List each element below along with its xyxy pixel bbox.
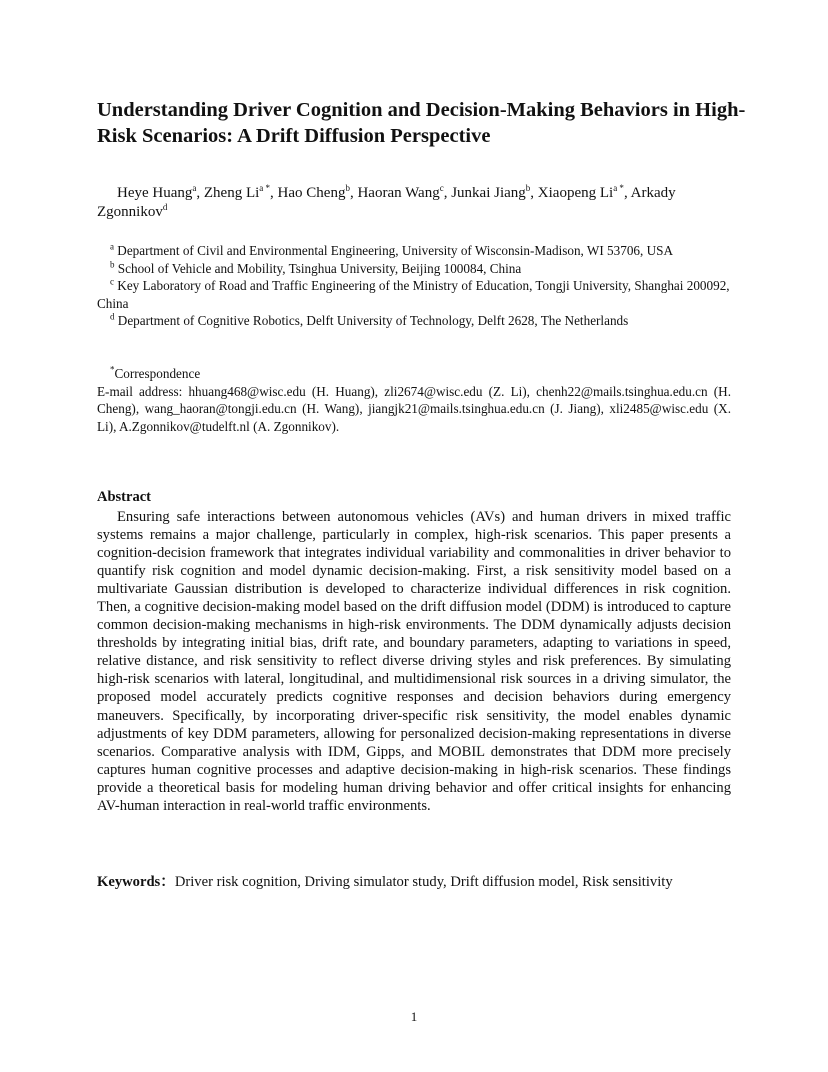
author-name: Junkai Jiang <box>451 185 526 201</box>
paper-title: Understanding Driver Cognition and Decision-Making Behaviors in High-Risk Scenarios: A Drift Diffusion Perspective <box>97 99 746 147</box>
correspondence-label <box>97 365 731 383</box>
abstract-text: Ensuring safe interactions between autonomous vehicles (AVs) and human drivers in mixed traffic systems remains a major challenge, particularly in complex, high-risk scenarios. This paper presents a cognition-decision framework that integrates individual variability and commonalities in driver behavior to quantify risk cognition and model dynamic decision-making. First, a risk sensitivity model based on a multivariate Gaussian distribution is developed to characterize individual differences in risk cognition. Then, a cognitive decision-making model based on the drift diffusion model (DDM) is introduced to capture common decision-making mechanisms in high-risk environments. The DDM dynamically adjusts decision thresholds by integrating initial bias, drift rate, and boundary parameters, adapting to variations in speed, relative distance, and risk sensitivity to reflect diverse driving styles and risk preferences. By simulating high-risk scenarios with lateral, longitudinal, and multidimensional risk sources in a driving simulator, the proposed model accurately predicts cognitive responses and decision behaviors during emergency maneuvers. Specifically, by incorporating driver-specific risk sensitivity, the model enables dynamic adjustments of key DDM parameters, allowing for personalized decision-making representations in diverse scenarios. Comparative analysis with IDM, Gipps, and MOBIL demonstrates that DDM more precisely captures human cognitive processes and adaptive decision-making in high-risk scenarios. These findings provide a theoretical basis for modeling human driving behavior and offer critical insights for enhancing AV-human interaction in real-world traffic environments. <box>97 509 731 814</box>
author-name: Heye Huang <box>117 185 193 201</box>
author-name: Xiaopeng Li <box>537 185 614 201</box>
author-name: Hao Cheng <box>277 185 346 201</box>
author-affil-mark: a * <box>259 183 271 193</box>
keywords-label: Keywords： <box>97 874 175 890</box>
affiliation-mark: c <box>110 276 114 287</box>
correspondence-block <box>97 365 731 435</box>
author-affil-mark: d <box>162 202 168 212</box>
affiliation-text: Department of Civil and Environmental Engineering, University of Wisconsin-Madison, WI 53706, USA <box>117 243 673 258</box>
page-number: 1 <box>410 1009 418 1024</box>
affiliation-mark: d <box>110 311 115 322</box>
correspondence-mark: * <box>110 364 115 375</box>
affiliation-item <box>97 242 731 260</box>
affiliation-list <box>97 242 731 330</box>
keywords-text: Driver risk cognition, Driving simulator study, Drift diffusion model, Risk sensitivity <box>174 874 673 890</box>
author-affil-mark: c <box>439 183 444 193</box>
affiliation-mark: a <box>110 241 114 252</box>
author-affil-mark: b <box>345 183 350 193</box>
affiliation-text: Key Laboratory of Road and Traffic Engineering of the Ministry of Education, Tongji University, Shanghai 200092, China <box>97 278 730 311</box>
affiliation-item <box>97 277 731 312</box>
affiliation-item <box>97 260 731 278</box>
correspondence-label-text: Correspondence <box>114 366 201 381</box>
affiliation-text: Department of Cognitive Robotics, Delft University of Technology, Delft 2628, The Netherlands <box>117 313 629 329</box>
author-name: Arkady Zgonnikov <box>97 185 676 220</box>
author-affil-mark: a <box>192 183 197 193</box>
affiliation-item <box>97 312 731 330</box>
abstract-heading: Abstract <box>97 489 151 505</box>
keywords-line <box>97 873 747 891</box>
correspondence-email: E-mail address: hhuang468@wisc.edu (H. Huang), zli2674@wisc.edu (Z. Li), chenh22@mails.tsinghua.edu.cn (H. Cheng), wang_haoran@tongji.edu.cn (H. Wang), jiangjk21@mails.tsinghua.edu.cn (J. Jiang), xli2485@wisc.edu (X. Li), A.Zgonnikov@tudelft.nl (A. Zgonnikov). <box>97 383 731 434</box>
affiliation-mark: b <box>110 259 115 270</box>
author-affil-mark: b <box>525 183 531 193</box>
affiliation-text: School of Vehicle and Mobility, Tsinghua University, Beijing 100084, China <box>117 260 522 276</box>
author-affil-mark: a * <box>613 183 624 193</box>
author-list: Heye Huang$^a$, Zheng $Li^{a *}$, Hao Cheng$^b$, Haoran Wang$^c$, Junkai Jiang$^b$, Xiaopeng $Li^{a *}$, Arkady Zgonnikov$^d$ <box>97 183 676 220</box>
author-name: Haoran Wang <box>357 185 440 201</box>
author-name: Zheng Li <box>203 185 260 201</box>
